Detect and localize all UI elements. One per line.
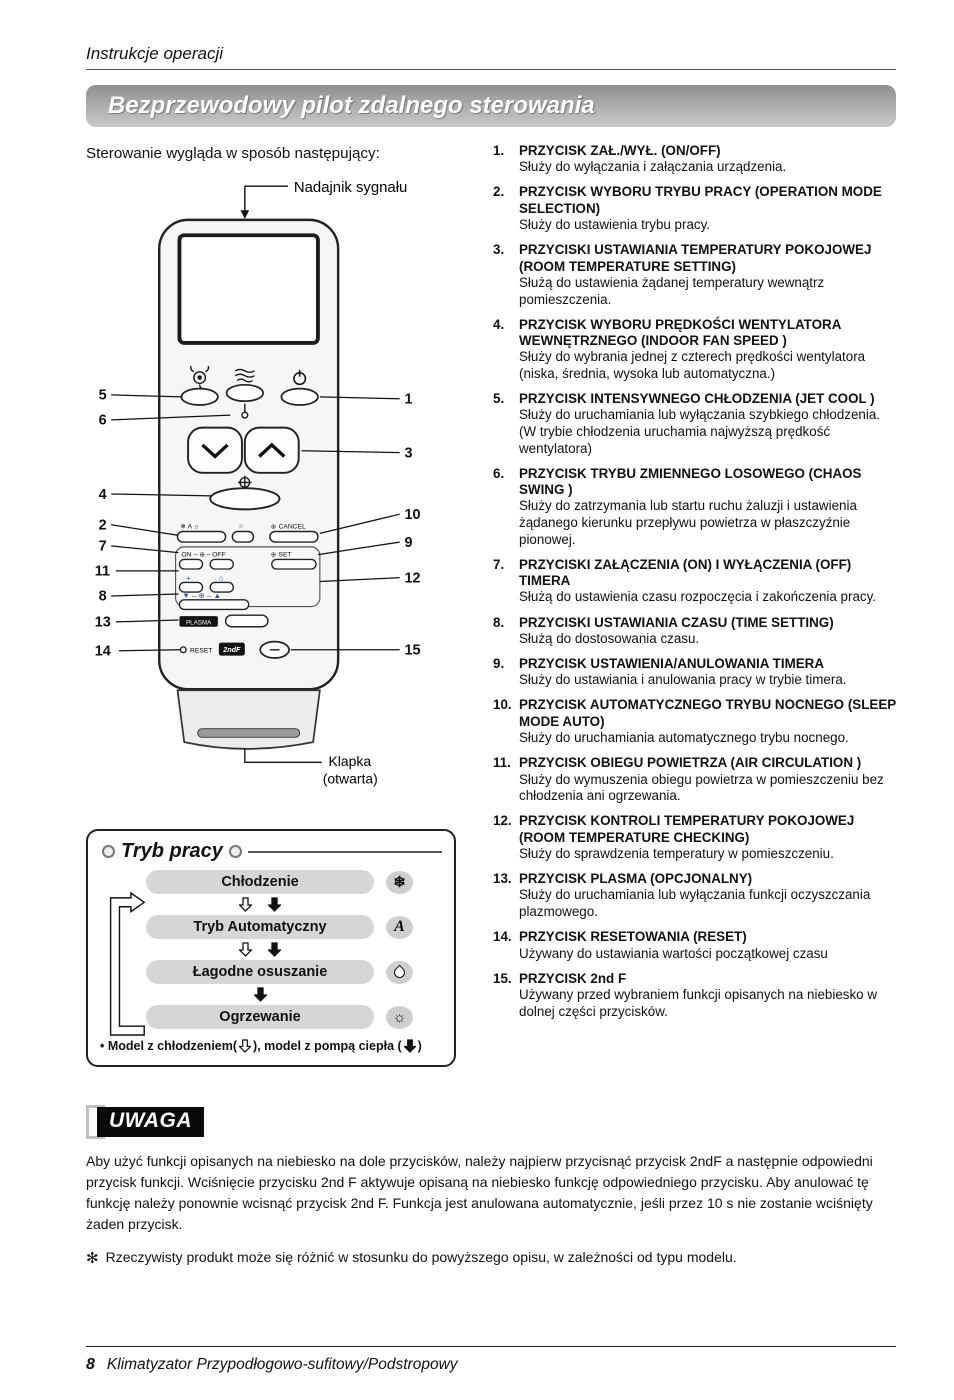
note-text: ) bbox=[417, 1039, 422, 1053]
item-title: PRZYCISK WYBORU PRĘDKOŚCI WENTYLATORA WEWNĘTRZNEGO (INDOOR FAN SPEED ) bbox=[519, 316, 841, 348]
item-description: Używany przed wybraniem funkcji opisanych na niebiesko w dolnej części przycisków. bbox=[519, 986, 877, 1019]
uwaga-section bbox=[86, 1105, 896, 1269]
item-description: Służy do zatrzymania lub startu ruchu żaluzji i ustawienia żądanego kierunku przepływu powietrza w płaszczyźnie pionowej. bbox=[519, 498, 857, 547]
button-descriptions bbox=[493, 143, 896, 1067]
off-label: OFF bbox=[212, 551, 226, 559]
callout-1: 1 bbox=[404, 391, 413, 408]
item-number: 9. bbox=[493, 656, 505, 671]
uwaga-body: Aby użyć funkcji opisanych na niebiesko na dole przycisków, należy najpierw przycisnąć przycisk 2ndF a następnie odpowiedni przycisk funkcji. Wciśnięcie przycisku 2nd F aktywuje opisaną na niebiesko funkcję odpowiedniego przycisku. Aby anulować tę funkcję należy ponownie wcisnąć przycisk 2nd F. Funkcja jest anulowana automatycznie, jeśli przez 10 s nie zostanie wciśnięty żaden przycisk. bbox=[86, 1153, 873, 1232]
remote-diagram bbox=[86, 166, 471, 796]
footer-text: Klimatyzator Przypodłogowo-sufitowy/Podstropowy bbox=[106, 1356, 458, 1373]
2ndf-label: 2ndF bbox=[223, 645, 241, 655]
callout-14: 14 bbox=[94, 643, 111, 660]
set-label: SET bbox=[278, 551, 292, 559]
hollow-down-arrow-icon bbox=[239, 942, 252, 957]
svg-text:⊕: ⊕ bbox=[270, 523, 277, 531]
item-number: 12. bbox=[493, 813, 512, 829]
item-title: PRZYCISK OBIEGU POWIETRZA (AIR CIRCULATION ) bbox=[519, 755, 862, 771]
page-title: Bezprzewodowy pilot zdalnego sterowania bbox=[108, 92, 595, 119]
flap-label-1: Klapka bbox=[328, 753, 372, 770]
item-number: 5. bbox=[493, 391, 505, 407]
item-title: PRZYCISKI USTAWIANIA TEMPERATURY POKOJOWEJ (ROOM TEMPERATURE SETTING) bbox=[519, 242, 872, 274]
item-description: Służy do uruchamiania lub wyłączania funkcji oczyszczania plazmowego. bbox=[519, 887, 871, 920]
item-number: 3. bbox=[493, 242, 505, 258]
item-description: Służy do sprawdzenia temperatury w pomieszczeniu. bbox=[519, 846, 834, 861]
callout-2: 2 bbox=[98, 517, 107, 534]
reset-label: RESET bbox=[190, 647, 213, 655]
item-number: 1. bbox=[493, 143, 505, 158]
timer-cancel-button bbox=[270, 531, 318, 542]
mode-flow bbox=[98, 870, 444, 1029]
item-number: 15. bbox=[493, 970, 512, 986]
cycle-loop-arrow-icon bbox=[100, 880, 146, 1052]
transition-arrows bbox=[146, 895, 374, 914]
sleep-button bbox=[232, 531, 253, 542]
item-number: 8. bbox=[493, 614, 505, 630]
mode-label: Chłodzenie bbox=[146, 870, 374, 894]
item-title: PRZYCISKI USTAWIANIA CZASU (TIME SETTING) bbox=[519, 614, 834, 630]
swing-button bbox=[210, 488, 279, 509]
jet-cool-button bbox=[227, 385, 264, 401]
svg-text:☆: ☆ bbox=[238, 523, 245, 531]
item-title: PRZYCISK INTENSYWNEGO CHŁODZENIA (JET COOL ) bbox=[519, 391, 875, 407]
item-title: PRZYCISK AUTOMATYCZNEGO TRYBU NOCNEGO (SLEEP MODE AUTO) bbox=[519, 697, 896, 729]
circle-decoration-icon bbox=[102, 845, 115, 858]
callout-11: 11 bbox=[94, 563, 111, 580]
transition-arrows bbox=[146, 985, 374, 1004]
mode-row-auto bbox=[146, 915, 444, 939]
item-description: Służy do uruchamiania lub wyłączania szybkiego chłodzenia. (W trybie chłodzenia uruchamia najwyższą prędkość wentylatora) bbox=[519, 407, 881, 456]
asterisk-icon: ✻ bbox=[86, 1250, 99, 1267]
item-number: 2. bbox=[493, 184, 505, 200]
mode-button bbox=[178, 531, 226, 542]
item-title: PRZYCISK 2nd F bbox=[519, 970, 627, 986]
item-title: PRZYCISK TRYBU ZMIENNEGO LOSOWEGO (CHAOS SWING ) bbox=[519, 465, 862, 498]
note-text: ), model z pompą ciepła ( bbox=[253, 1039, 402, 1053]
temp-up-button bbox=[245, 428, 299, 473]
sun-icon: ☼ bbox=[386, 1006, 413, 1029]
time-adjust-icons: ▼ – ⊕ – ▲ bbox=[182, 590, 222, 600]
list-item bbox=[493, 813, 896, 862]
section-header: Instrukcje operacji bbox=[86, 44, 896, 70]
list-item bbox=[493, 971, 896, 1021]
list-item bbox=[493, 615, 896, 648]
transition-arrows bbox=[146, 940, 374, 959]
callout-12: 12 bbox=[404, 570, 421, 587]
mode-print-icons bbox=[180, 523, 306, 531]
item-description: Służy do ustawienia trybu pracy. bbox=[519, 217, 711, 233]
item-description: Służy do ustawiania i anulowania pracy w trybie timera. bbox=[519, 672, 847, 688]
item-title: PRZYCISK PLASMA (OPCJONALNY) bbox=[519, 871, 753, 887]
flap bbox=[178, 690, 320, 749]
plus-icon: + bbox=[186, 573, 191, 583]
item-number: 14. bbox=[493, 929, 512, 945]
display-screen bbox=[179, 235, 318, 343]
hollow-down-arrow-icon bbox=[239, 897, 252, 912]
callout-13: 13 bbox=[94, 614, 111, 631]
uwaga-label-wrap bbox=[86, 1105, 896, 1139]
list-item bbox=[493, 317, 896, 383]
item-description: Służy do wymuszenia obiegu powietrza w pomieszczeniu bez chłodzenia ani ogrzewania. bbox=[519, 771, 884, 804]
item-title: PRZYCISKI ZAŁĄCZENIA (ON) I WYŁĄCZENIA (OFF) TIMERA bbox=[519, 556, 852, 589]
temp-down-button bbox=[188, 428, 242, 473]
timer-on-button bbox=[179, 559, 202, 569]
callout-15: 15 bbox=[404, 642, 421, 659]
mode-label: Ogrzewanie bbox=[146, 1005, 374, 1029]
filled-down-arrow-icon bbox=[404, 1039, 416, 1053]
list-item bbox=[493, 466, 896, 549]
power-button bbox=[281, 389, 318, 405]
note-text: • Model z chłodzeniem( bbox=[100, 1039, 238, 1053]
page-footer bbox=[86, 1346, 896, 1374]
signal-callout bbox=[241, 180, 408, 219]
mode-box-title-row bbox=[98, 831, 444, 869]
item-number: 13. bbox=[493, 871, 512, 887]
item-number: 7. bbox=[493, 556, 505, 572]
circle-decoration-icon bbox=[229, 845, 242, 858]
mode-box-note bbox=[98, 1039, 444, 1053]
cancel-label: CANCEL bbox=[278, 523, 306, 531]
mode-row-heating bbox=[146, 1005, 444, 1029]
product-note-text: Rzeczywisty produkt może się różnić w stosunku do powyższego opisu, w zależności od typu modelu. bbox=[105, 1249, 737, 1265]
flap-label-2: (otwarta) bbox=[322, 770, 378, 787]
flap-callout bbox=[245, 749, 378, 787]
snowflake-icon: ❄ bbox=[386, 871, 413, 894]
operation-mode-box bbox=[86, 829, 456, 1067]
item-number: 10. bbox=[493, 697, 512, 713]
auto-mode-icon: A bbox=[386, 916, 413, 939]
list-item bbox=[493, 184, 896, 233]
mode-box-title: Tryb pracy bbox=[121, 840, 223, 862]
item-number: 11. bbox=[493, 755, 511, 771]
callout-9: 9 bbox=[404, 534, 413, 551]
content-columns bbox=[86, 143, 896, 1067]
title-rule bbox=[248, 851, 442, 853]
callout-4: 4 bbox=[98, 486, 107, 503]
time-setting-button bbox=[179, 600, 248, 610]
filled-down-arrow-icon bbox=[254, 987, 267, 1002]
item-description: Służy do wyłączania i załączania urządzenia. bbox=[519, 159, 787, 175]
item-description: Służy do wybrania jednej z czterech prędkości wentylatora (niska, średnia, wysoka lub automatyczna.) bbox=[519, 349, 866, 381]
item-title: PRZYCISK KONTROLI TEMPERATURY POKOJOWEJ (ROOM TEMPERATURE CHECKING) bbox=[519, 813, 855, 845]
filled-down-arrow-icon bbox=[268, 942, 281, 957]
intro-text: Sterowanie wygląda w sposób następujący: bbox=[86, 145, 380, 162]
home-icon: ⌂ bbox=[218, 573, 224, 583]
fan-speed-button bbox=[181, 389, 218, 405]
left-column bbox=[86, 143, 471, 1067]
item-title: PRZYCISK WYBORU TRYBU PRACY (OPERATION MODE SELECTION) bbox=[519, 184, 882, 216]
item-description: Służą do dostosowania czasu. bbox=[519, 630, 700, 646]
list-item bbox=[493, 143, 896, 176]
svg-text:⊕: ⊕ bbox=[270, 551, 277, 559]
on-label: ON bbox=[181, 551, 192, 559]
item-title: PRZYCISK ZAŁ./WYŁ. (ON/OFF) bbox=[519, 143, 721, 158]
mode-row-cooling bbox=[146, 870, 444, 894]
filled-down-arrow-icon bbox=[268, 897, 281, 912]
list-item bbox=[493, 755, 896, 805]
signal-label: Nadajnik sygnału bbox=[293, 179, 408, 196]
title-banner bbox=[86, 85, 896, 127]
callout-6: 6 bbox=[98, 412, 107, 429]
timer-set-button bbox=[272, 559, 316, 569]
callout-10: 10 bbox=[404, 506, 421, 523]
mode-label: Tryb Automatyczny bbox=[146, 915, 374, 939]
item-description: Służy do uruchamiania automatycznego trybu nocnego. bbox=[519, 730, 849, 746]
callout-7: 7 bbox=[98, 538, 107, 555]
callout-3: 3 bbox=[404, 445, 413, 462]
list-item bbox=[493, 656, 896, 689]
water-drop-icon bbox=[386, 961, 413, 984]
hollow-down-arrow-icon bbox=[239, 1039, 251, 1053]
callout-8: 8 bbox=[98, 588, 107, 605]
list-item bbox=[493, 391, 896, 457]
callout-5: 5 bbox=[98, 387, 107, 404]
plasma-button bbox=[226, 615, 268, 627]
item-number: 4. bbox=[493, 316, 505, 332]
mode-row-dry bbox=[146, 960, 444, 984]
item-description: Służą do ustawienia żądanej temperatury wewnątrz pomieszczenia. bbox=[519, 274, 825, 307]
svg-text:– ⊕ –: – ⊕ – bbox=[193, 551, 211, 559]
item-number: 6. bbox=[493, 465, 505, 481]
list-item bbox=[493, 242, 896, 308]
list-item bbox=[493, 697, 896, 746]
mode-label: Łagodne osuszanie bbox=[146, 960, 374, 984]
list-item bbox=[493, 929, 896, 962]
timer-off-button bbox=[210, 559, 233, 569]
page-number: 8 bbox=[86, 1356, 95, 1373]
list-item bbox=[493, 557, 896, 606]
item-title: PRZYCISK USTAWIENIA/ANULOWANIA TIMERA bbox=[519, 656, 825, 671]
product-note bbox=[86, 1249, 896, 1269]
list-item bbox=[493, 871, 896, 921]
item-description: Służą do ustawienia czasu rozpoczęcia i zakończenia pracy. bbox=[519, 589, 877, 605]
plasma-label: PLASMA bbox=[185, 619, 212, 627]
flap-slot bbox=[198, 729, 300, 738]
uwaga-label: UWAGA bbox=[97, 1107, 204, 1137]
svg-text:❄ A ☼: ❄ A ☼ bbox=[180, 523, 200, 531]
arrow-down-icon bbox=[241, 210, 250, 219]
item-description: Używany do ustawiania wartości początkowej czasu bbox=[519, 945, 828, 961]
item-title: PRZYCISK RESETOWANIA (RESET) bbox=[519, 929, 747, 945]
